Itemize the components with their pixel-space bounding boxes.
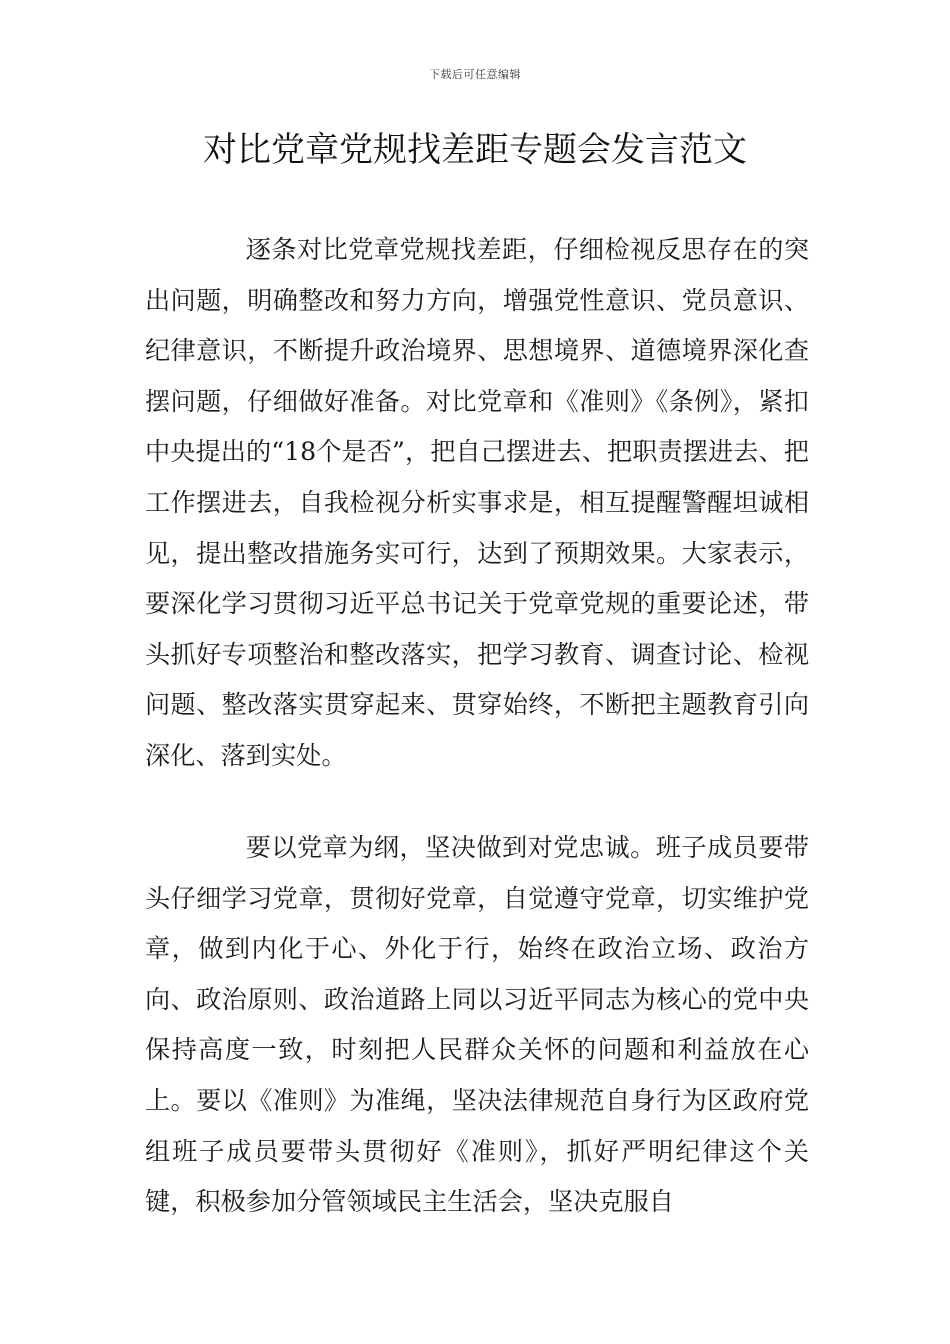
body-paragraph-2: 要以党章为纲，坚决做到对党忠诚。班子成员要带头仔细学习党章，贯彻好党章，自觉遵守党章，切实维护党章，做到内化于心、外化于行，始终在政治立场、政治方向、政治原则、政治道路上同以习近平同志为核心的党中央保持高度一致，时刻把人民群众关怀的问题和利益放在心上。要以《准则》为准绳，坚决法律规范自身行为区政府党组班子成员要带头贯彻好《准则》，抓好严明纪律这个关键，积极参加分管领域民主生活会，坚决克服自 <box>145 833 809 1217</box>
document-title: 对比党章党规找差距专题会发言范文 <box>203 130 747 170</box>
body-paragraph-1: 逐条对比党章党规找差距，仔细检视反思存在的突出问题，明确整改和努力方向，增强党性意识、党员意识、纪律意识，不断提升政治境界、思想境界、道德境界深化查摆问题，仔细做好准备。对比党章和《准则》《条例》，紧扣中央提出的“18个是否”，把自己摆进去、把职责摆进去、把工作摆进去，自我检视分析实事求是，相互提醒警醒坦诚相见，提出整改措施务实可行，达到了预期效果。大家表示，要深化学习贯彻习近平总书记关于党章党规的重要论述，带头抓好专项整治和整改落实，把学习教育、调查讨论、检视问题、整改落实贯穿起来、贯穿始终，不断把主题教育引向深化、落到实处。 <box>145 235 809 770</box>
header-note: 下载后可任意编辑 <box>429 68 521 81</box>
